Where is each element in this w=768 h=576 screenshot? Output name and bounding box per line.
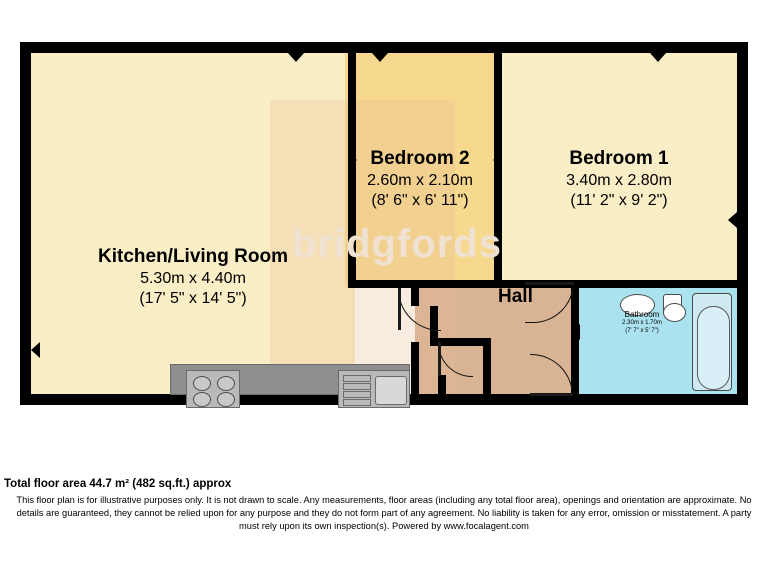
window-marker-kitchen-top (288, 53, 304, 62)
disclaimer-line-2: details are guaranteed, they cannot be relied upon for any purpose and they do not form part of any agreement. No liability is taken for any error, omission or misstatement. A party (16, 507, 752, 518)
wall-outer-right (737, 42, 748, 405)
room-name-bathroom: Bathroom (624, 310, 660, 319)
room-dim-imp-bathroom: (7' 7" x 5' 7") (625, 327, 659, 334)
door-cupboard (438, 342, 472, 376)
window-marker-bedroom1-right (728, 212, 737, 228)
disclaimer-text (4, 494, 764, 532)
watermark-text: bridgfords (292, 222, 502, 266)
room-label-bedroom-1 (505, 147, 733, 211)
room-dim-kitchen-living: 5.30m x 4.40m (140, 269, 246, 287)
wall-hall-left-lower (411, 342, 419, 395)
room-dim-bedroom-2: 2.60m x 2.10m (367, 171, 473, 189)
disclaimer-line-1: This floor plan is for illustrative purposes only. It is not drawn to scale. Any measurements, floor areas (including any total floor area), openings and orientation are approximate. No (16, 495, 752, 505)
disclaimer-line-3: must rely upon its own inspection(s). Powered by www.focalagent.com (239, 520, 529, 531)
wall-outer-top (20, 42, 748, 53)
room-dim-imp-kitchen-living: (17' 5" x 14' 5") (139, 289, 247, 307)
wall-kitchen-hall-stub (483, 342, 491, 395)
window-marker-bedroom1-top (650, 53, 666, 62)
window-marker-bedroom2-top (372, 53, 388, 62)
kitchen-hob (186, 370, 240, 408)
room-dim-bedroom-1: 3.40m x 2.80m (566, 171, 672, 189)
wall-outer-left (20, 42, 31, 405)
room-name-bedroom-2: Bedroom 2 (370, 148, 470, 169)
room-label-hall: Hall (498, 286, 533, 307)
window-marker-kitchen-left (31, 342, 40, 358)
room-dim-bathroom: 2.30m x 1.70m (622, 320, 662, 326)
door-marker-hall-right (571, 324, 580, 340)
door-bedroom-2 (398, 288, 440, 330)
room-label-kitchen-living (88, 245, 298, 309)
wall-cupboard-bottom (438, 375, 446, 395)
total-floor-area: Total floor area 44.7 m² (482 sq.ft.) approx (4, 478, 232, 490)
room-label-bathroom (596, 310, 688, 335)
room-label-bedroom-2 (345, 147, 495, 211)
room-name-kitchen-living: Kitchen/Living Room (98, 246, 288, 267)
room-name-bedroom-1: Bedroom 1 (569, 148, 669, 169)
floor-plan-outline (20, 42, 748, 405)
room-dim-imp-bedroom-2: (8' 6" x 6' 11") (371, 191, 469, 209)
kitchen-sink-unit (338, 370, 410, 408)
room-dim-imp-bedroom-1: (11' 2" x 9' 2") (570, 191, 668, 209)
bathtub (692, 293, 732, 391)
door-bathroom (530, 354, 572, 396)
